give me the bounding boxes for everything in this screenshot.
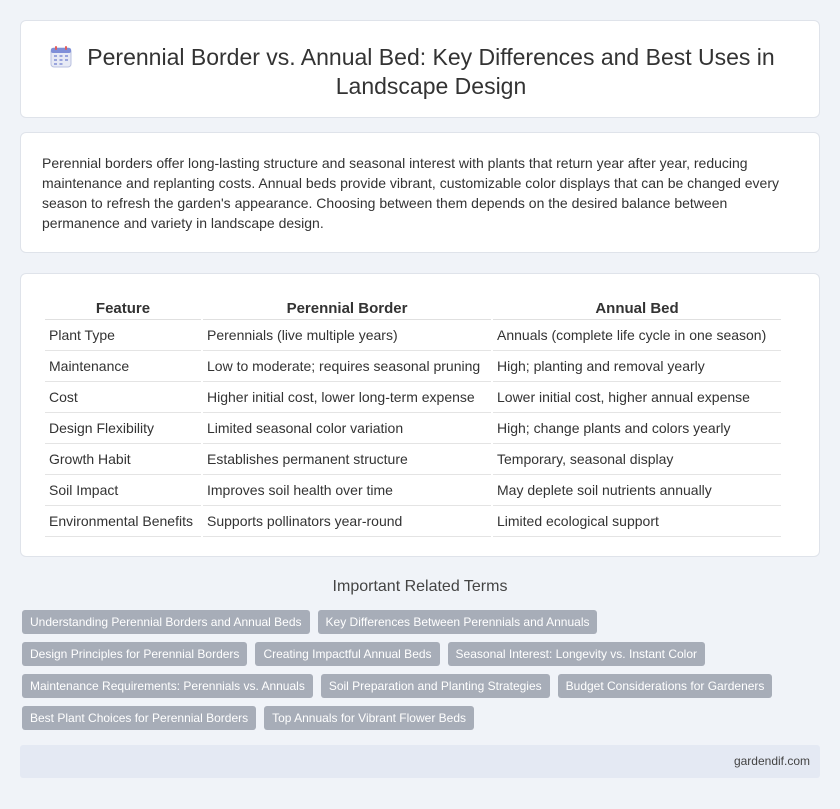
related-term-tag[interactable]: Creating Impactful Annual Beds: [255, 642, 439, 666]
related-term-tag[interactable]: Key Differences Between Perennials and Annuals: [318, 610, 598, 634]
related-term-tag[interactable]: Budget Considerations for Gardeners: [558, 674, 773, 698]
intro-card: [20, 132, 820, 253]
table-cell: Low to moderate; requires seasonal pruning: [203, 351, 491, 382]
table-cell: High; change plants and colors yearly: [493, 413, 781, 444]
table-row: [45, 506, 781, 537]
table-row: [45, 382, 781, 413]
intro-paragraph: Perennial borders offer long-lasting structure and seasonal interest with plants that return year after year, reducing maintenance and replanting costs. Annual beds provide vibrant, customizable color displays that can be changed every season to refresh the garden's appearance. Choosing between them depends on the desired balance between permanence and variety in landscape design.: [42, 155, 780, 231]
table-cell: Lower initial cost, higher annual expense: [493, 382, 781, 413]
table-cell: Maintenance: [45, 351, 201, 382]
header-annual-bed: Annual Bed: [493, 294, 781, 320]
header-feature: Feature: [45, 294, 201, 320]
related-terms-list: [22, 610, 812, 730]
table-cell: Perennials (live multiple years): [203, 320, 491, 351]
related-terms-title: Important Related Terms: [332, 578, 508, 595]
table-cell: Limited seasonal color variation: [203, 413, 491, 444]
table-cell: Cost: [45, 382, 201, 413]
footer: [20, 745, 820, 778]
table-row: [45, 320, 781, 351]
related-term-tag[interactable]: Soil Preparation and Planting Strategies: [321, 674, 550, 698]
comparison-card: [20, 273, 820, 557]
table-cell: Soil Impact: [45, 475, 201, 506]
footer-site-link[interactable]: gardendif.com: [733, 754, 810, 768]
comparison-table: [43, 294, 783, 537]
table-cell: Higher initial cost, lower long-term expense: [203, 382, 491, 413]
table-row: [45, 444, 781, 475]
table-cell: Design Flexibility: [45, 413, 201, 444]
table-cell: Limited ecological support: [493, 506, 781, 537]
table-cell: Environmental Benefits: [45, 506, 201, 537]
related-term-tag[interactable]: Maintenance Requirements: Perennials vs. Annuals: [22, 674, 313, 698]
related-term-tag[interactable]: Design Principles for Perennial Borders: [22, 642, 247, 666]
related-term-tag[interactable]: Understanding Perennial Borders and Annual Beds: [22, 610, 310, 634]
table-cell: Supports pollinators year-round: [203, 506, 491, 537]
title-card: [20, 20, 820, 118]
page-title: Perennial Border vs. Annual Bed: Key Differences and Best Uses in Landscape Design: [87, 44, 775, 99]
table-cell: Establishes permanent structure: [203, 444, 491, 475]
table-row: [45, 413, 781, 444]
header-perennial-border: Perennial Border: [203, 294, 491, 320]
table-cell: Temporary, seasonal display: [493, 444, 781, 475]
table-cell: Annuals (complete life cycle in one season): [493, 320, 781, 351]
table-cell: Growth Habit: [45, 444, 201, 475]
table-row: [45, 475, 781, 506]
table-header-row: [45, 294, 781, 320]
related-term-tag[interactable]: Top Annuals for Vibrant Flower Beds: [264, 706, 474, 730]
related-term-tag[interactable]: Best Plant Choices for Perennial Borders: [22, 706, 256, 730]
table-cell: Plant Type: [45, 320, 201, 351]
table-cell: High; planting and removal yearly: [493, 351, 781, 382]
related-term-tag[interactable]: Seasonal Interest: Longevity vs. Instant Color: [448, 642, 705, 666]
table-row: [45, 351, 781, 382]
table-cell: Improves soil health over time: [203, 475, 491, 506]
table-cell: May deplete soil nutrients annually: [493, 475, 781, 506]
